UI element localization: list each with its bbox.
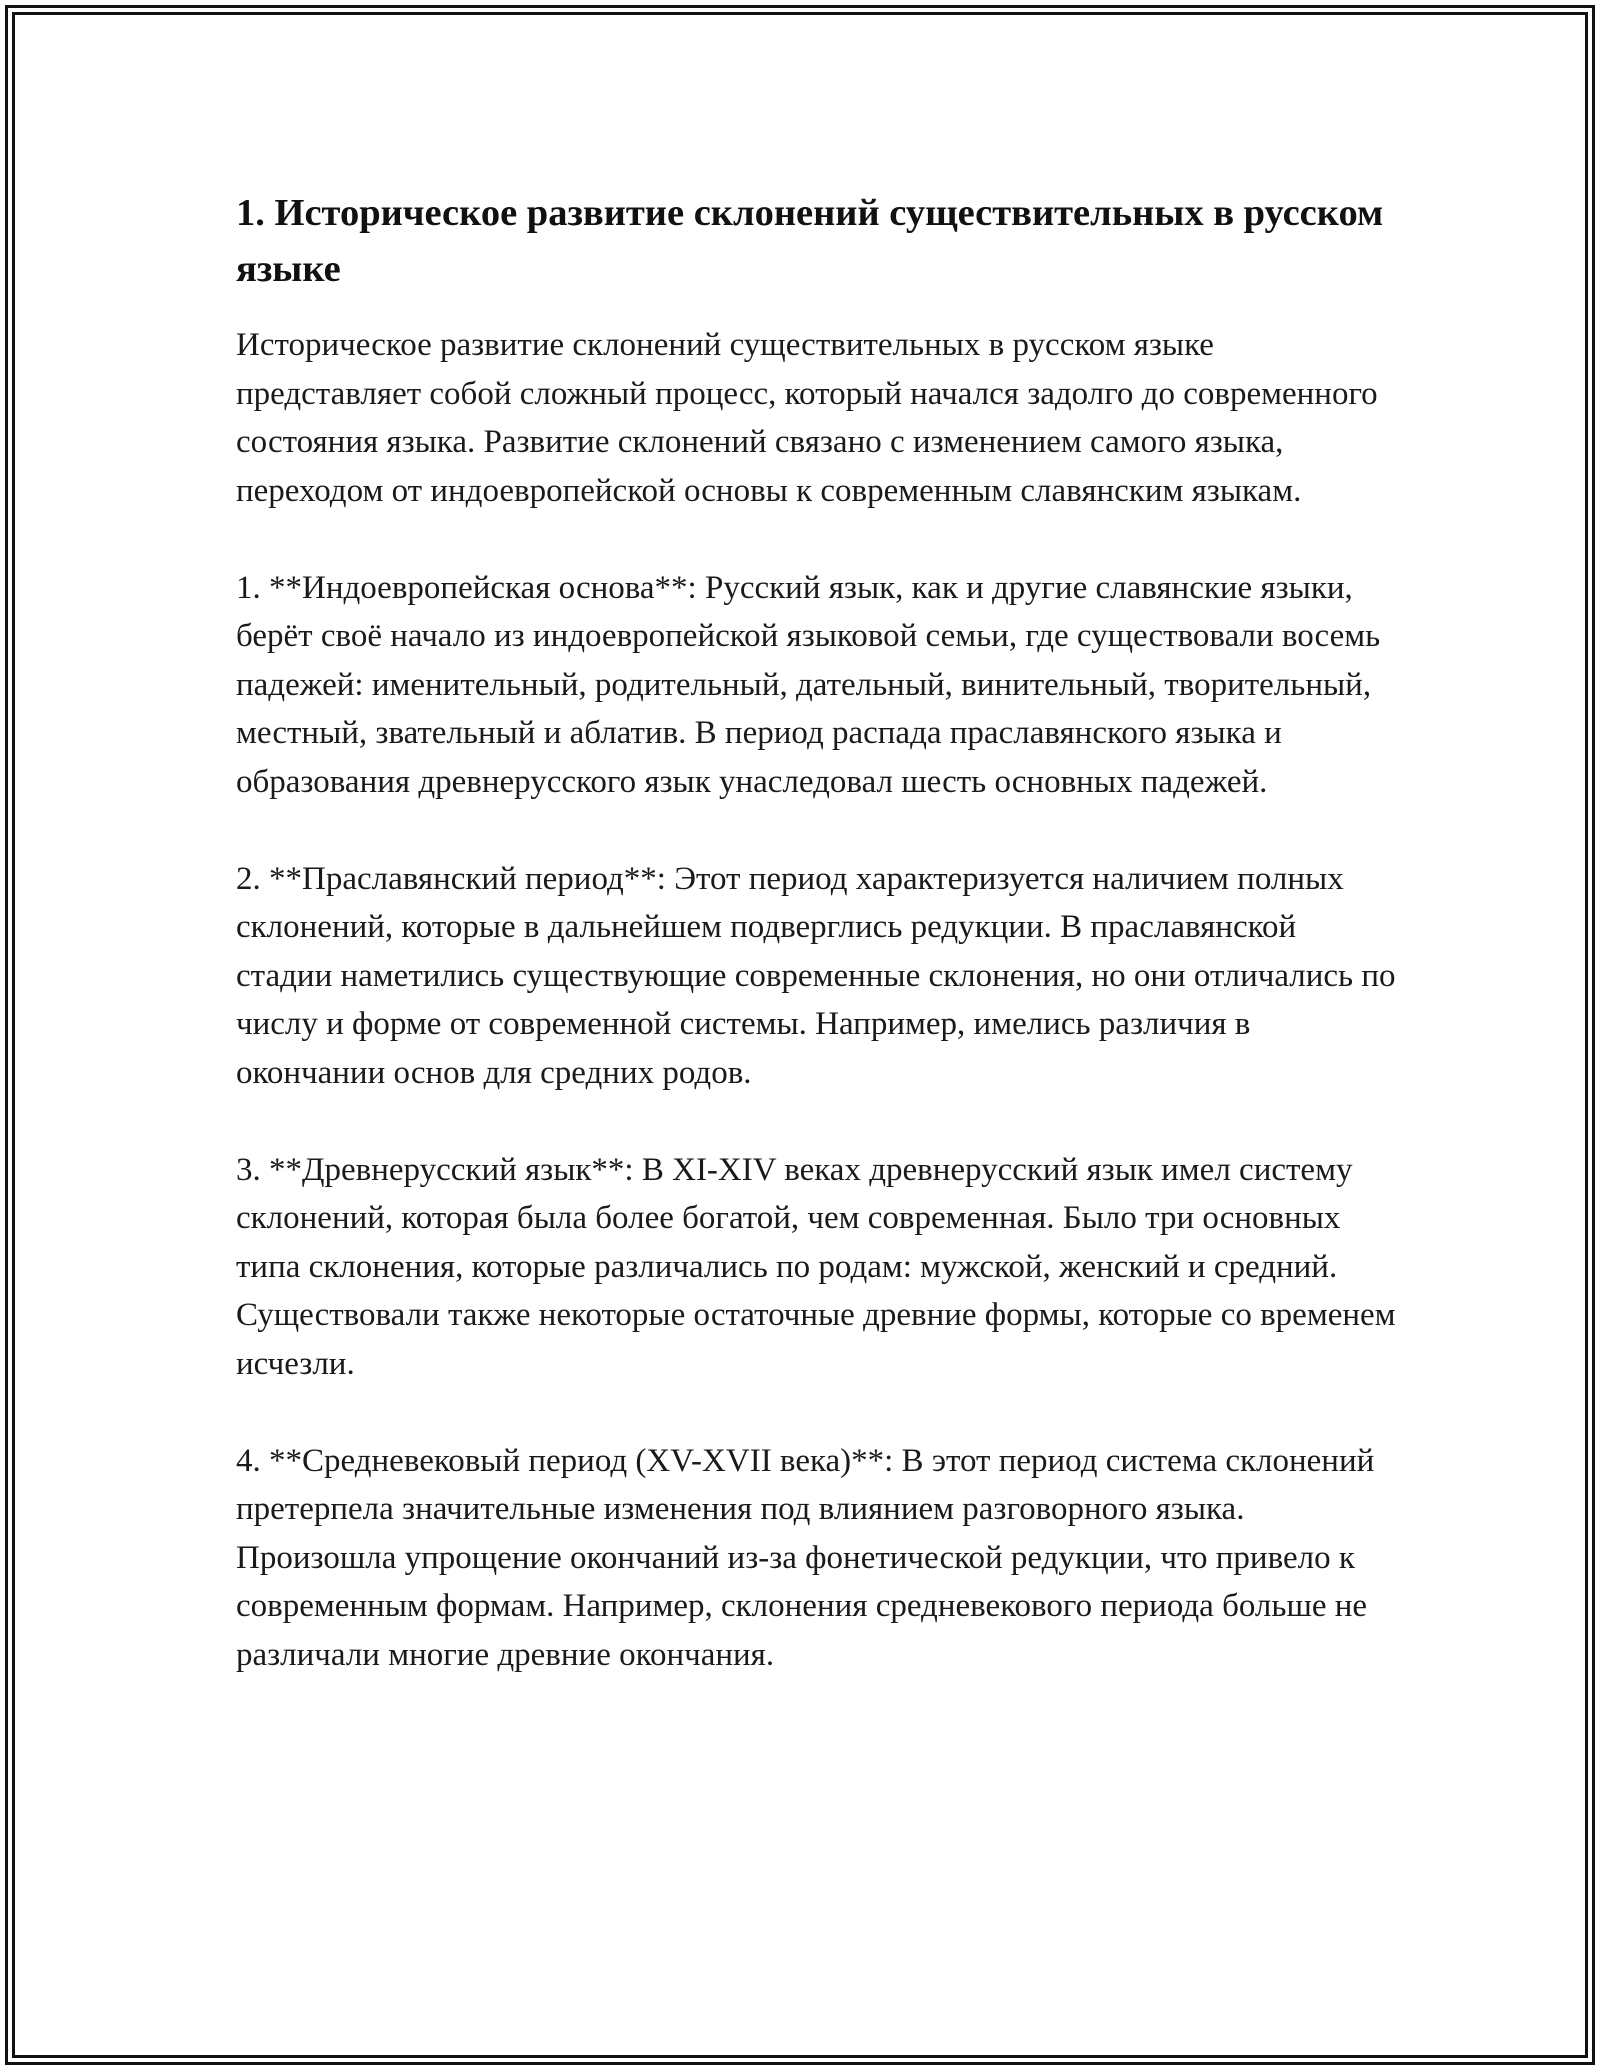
intro-paragraph: Историческое развитие склонений существительных в русском языке представляет собой сложный процесс, который начался задолго до современного состояния языка. Развитие склонений связано с изменением самого языка, переходом от индоевропейской основы к современным славянским языкам. [236,327,1386,509]
document-body [236,185,1404,1679]
paragraph-medieval: 4. **Средневековый период (XV-XVII века)**: В этот период система склонений претерпела значительные изменения под влиянием разговорного языка. Произошла упрощение окончаний из-за фонетической редукции, что привело к современным формам. Например, склонения средневекового периода больше не различали многие древние окончания. [236,1442,1383,1673]
paragraph-old-russian: 3. **Древнерусский язык**: В XI-XIV веках древнерусский язык имел систему склонений, которая была более богатой, чем современная. Было три основных типа склонения, которые различались по родам: мужской, женский и средний. Существовали также некоторые остаточные древние формы, которые со временем исчезли. [236,1151,1404,1382]
paragraph-proto-slavic: 2. **Праславянский период**: Этот период характеризуется наличием полных склонений, которые в дальнейшем подверглись редукции. В праславянской стадии наметились существующие современные склонения, но они отличались по числу и форме от современной системы. Например, имелись различия в окончании основ для средних родов. [236,860,1404,1091]
paragraph-indo-european: 1. **Индоевропейская основа**: Русский язык, как и другие славянские языки, берёт своё начало из индоевропейской языковой семьи, где существовали восемь падежей: именительный, родительный, дательный, винительный, творительный, местный, звательный и аблатив. В период распада праславянского языка и образования древнерусского язык унаследовал шесть основных падежей. [236,569,1389,800]
document-title: 1. Историческое развитие склонений существительных в русском языке [236,192,1384,290]
